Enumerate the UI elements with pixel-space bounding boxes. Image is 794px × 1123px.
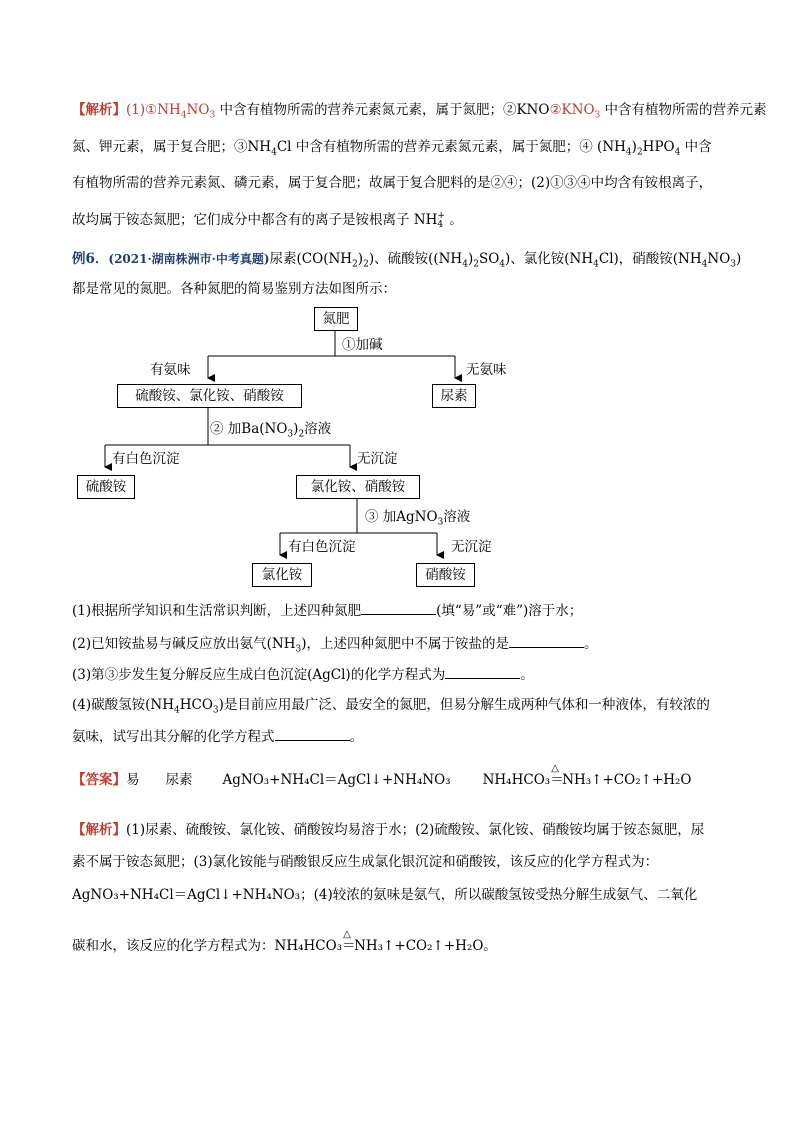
answer-4-equation: NH₄HCO₃＝ △ NH₃↑+CO₂↑+H₂O bbox=[482, 763, 692, 788]
answer-1: 易 bbox=[126, 772, 140, 788]
analysis2-line3: AgNO₃+NH₄Cl＝AgCl↓+NH₄NO₃；(4)较浓的氨味是氨气，所以碳酸氢铵受热分解生成氨气、二氧化 bbox=[72, 887, 698, 903]
analysis1-line2: 氮、钾元素，属于复合肥；$③NH_4Cl$ 中含有植物所需的营养元素氮元素，属于氮肥；④ $(NH_4)_2HPO_4$ 中含 bbox=[72, 139, 712, 158]
analysis2-line1: 【解析】(1)尿素、硫酸铵、氯化铵、硝酸铵均易溶于水；(2)硫酸铵、氯化铵、硝酸铵均属于铵态氮肥，尿 bbox=[72, 822, 705, 838]
analysis2-line2: 素不属于铵态氮肥；(3)氯化铵能与硝酸银反应生成氯化银沉淀和硝酸铵，该反应的化学方程式为： bbox=[72, 854, 659, 870]
question-4-line2: 氨味，试写出其分解的化学方程式 。 bbox=[72, 726, 363, 747]
analysis1-text: $(1)①NH_4NO_3$ bbox=[126, 102, 216, 121]
node-ammonium-sulfate: 硫酸铵 bbox=[77, 475, 135, 499]
node-two-salts: 氯化铵、硝酸铵 bbox=[296, 475, 420, 499]
example6-line1: 例6．(2021·湖南株洲市·中考真题)尿素$(CO(NH_2)_2)$、硫酸铵$((NH_4)_2SO_4)$、氯化铵$(NH_4Cl)$，硝酸铵$(NH_4NO_3)$ bbox=[72, 251, 742, 270]
question-3: (3)第③步发生复分解反应生成白色沉淀(AgCl)的化学方程式为 。 bbox=[72, 664, 534, 685]
node-nitrogen-fertilizer: 氮肥 bbox=[314, 307, 358, 331]
answer-3-equation: AgNO₃+NH₄Cl＝AgCl↓+NH₄NO₃ bbox=[222, 772, 451, 788]
branch-no-precipitate-2: 无沉淀 bbox=[451, 539, 492, 555]
step1-label: ①加碱 bbox=[342, 337, 383, 353]
question-2: (2)已知铵盐易与碱反应放出氨气$(NH_3)$，上述四种氮肥中不属于铵盐的是 。 bbox=[72, 633, 598, 660]
branch-ammonia-smell: 有氨味 bbox=[150, 362, 191, 378]
step3-label: ③ 加AgNO$_3$溶液 bbox=[365, 509, 471, 528]
branch-no-ammonia-smell: 无氨味 bbox=[466, 362, 507, 378]
question-1: (1)根据所学知识和生活常识判断，上述四种氮肥 (填“易”或“难”)溶于水； bbox=[72, 600, 582, 621]
answer-blank-4 bbox=[275, 726, 350, 741]
example6-line2: 都是常见的氮肥。各种氮肥的简易鉴别方法如图所示： bbox=[72, 281, 396, 297]
answer-blank-1 bbox=[361, 600, 436, 615]
node-ammonium-chloride: 氯化铵 bbox=[252, 563, 312, 587]
analysis-tag: 【解析】 bbox=[72, 102, 126, 118]
branch-white-precipitate-2: 有白色沉淀 bbox=[288, 539, 356, 555]
analysis2-line4: 碳和水，该反应的化学方程式为：NH₄HCO₃＝ △ NH₃↑+CO₂↑+H₂O。 bbox=[72, 929, 497, 954]
analysis1-line3: 有植物所需的营养元素氮、磷元素，属于复合肥；故属于复合肥料的是②④；(2)①③④中均含有铵根离子， bbox=[72, 175, 713, 191]
branch-no-precipitate-1: 无沉淀 bbox=[357, 451, 398, 467]
example-label: 例6． bbox=[72, 251, 109, 267]
analysis-tag-2: 【解析】 bbox=[72, 822, 126, 838]
answer-blank-2 bbox=[509, 633, 584, 648]
answer-blank-3 bbox=[445, 664, 520, 679]
node-urea: 尿素 bbox=[432, 384, 476, 408]
analysis1-line1: 【解析】$(1)①NH_4NO_3$ 中含有植物所需的营养元素氮元素，属于氮肥；$②KNO②KNO_3$ 中含有植物所需的营养元素 bbox=[72, 102, 767, 121]
node-ammonium-nitrate: 硝酸铵 bbox=[416, 563, 475, 587]
answer-2: 尿素 bbox=[165, 772, 193, 788]
question-4-line1: (4)碳酸氢铵$(NH_4HCO_3)$是目前应用最广泛、最安全的氮肥，但易分解生成两种气体和一种液体，有较浓的 bbox=[72, 697, 710, 716]
answer-line bbox=[72, 763, 692, 790]
example-source: (2021·湖南株洲市·中考真题) bbox=[108, 252, 270, 266]
answer-tag: 【答案】 bbox=[72, 772, 126, 788]
node-three-salts: 硫酸铵、氯化铵、硝酸铵 bbox=[117, 384, 302, 408]
step2-label: ② 加$Ba(NO_3)_2$溶液 bbox=[210, 421, 332, 440]
analysis1-line4: 故均属于铵态氮肥；它们成分中都含有的离子是铵根离子 NH + 4 。 bbox=[72, 210, 463, 230]
branch-white-precipitate-1: 有白色沉淀 bbox=[112, 451, 180, 467]
